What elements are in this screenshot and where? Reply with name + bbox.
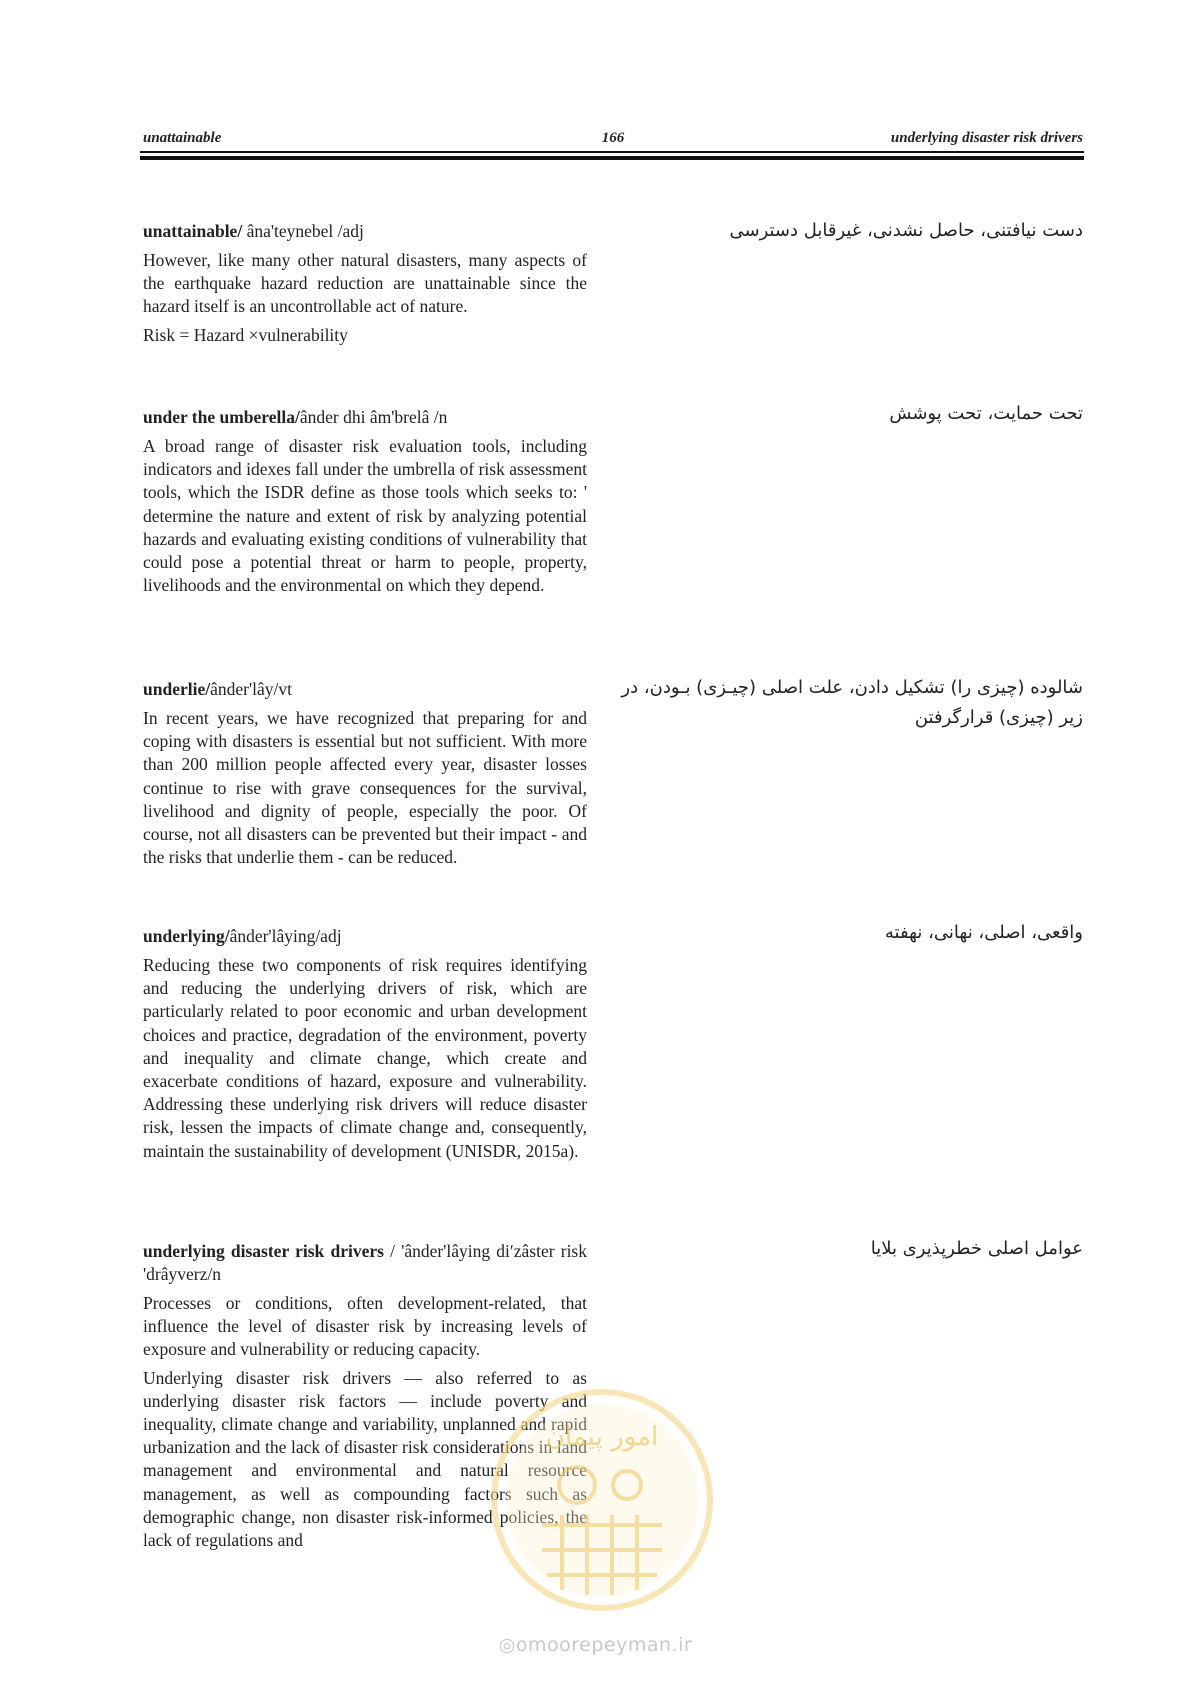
entry-term bbox=[143, 406, 587, 429]
pronunciation: ânder'lây/vt bbox=[210, 679, 292, 699]
header-right-guideword: underlying disaster risk drivers bbox=[890, 130, 1083, 146]
watermark-text: omoorepeyman.ir bbox=[515, 1634, 693, 1656]
persian-translation: تحت حمایت، تحت پوشش bbox=[889, 403, 1083, 424]
headword: underlie/ bbox=[143, 679, 211, 699]
dictionary-entry bbox=[143, 406, 587, 597]
pronunciation: âna'teynebel /adj bbox=[242, 221, 364, 241]
headword: underlying/ bbox=[143, 926, 230, 946]
globe-icon: ◎ bbox=[498, 1634, 516, 1656]
entry-formula: Risk = Hazard ×vulnerability bbox=[143, 324, 348, 345]
entry-term bbox=[143, 678, 587, 701]
site-watermark bbox=[0, 1634, 1191, 1656]
dictionary-entry bbox=[143, 925, 587, 1163]
dictionary-entry bbox=[143, 220, 587, 347]
dictionary-entry bbox=[143, 678, 587, 869]
stamp-text: امور پیمان bbox=[545, 1422, 659, 1452]
entry-definition: Processes or conditions, often development-related, that influence the level of disaster risk by increasing levels of exposure and vulnerability or reducing capacity. bbox=[143, 1293, 587, 1360]
persian-translation: واقعی، اصلی، نهانی، نهفته bbox=[884, 922, 1083, 943]
pronunciation: ânder'lâying/adj bbox=[229, 926, 342, 946]
running-header bbox=[143, 128, 1083, 152]
entry-definition: In recent years, we have recognized that preparing for and coping with disasters is essential but not sufficient. With more than 200 million people affected every year, disaster losses continue to rise with grave consequences for the survival, livelihood and dignity of people, especially the poor. Of course, not all disasters can be prevented but their impact - and the risks that underlie them - can be reduced. bbox=[143, 708, 587, 868]
entry-term bbox=[143, 220, 587, 243]
persian-translation: دست نیافتنی، حاصل نشدنی، غیرقابل دسترسی bbox=[729, 220, 1083, 241]
entry-extended-definition: Underlying disaster risk drivers — also referred to as underlying disaster risk factors — include poverty and inequality, climate change and variability, unplanned and rapid urbanization and the lack of disaster risk considerations in land management and environmental and natural resource management, as well as compounding factors such as demographic change, non disaster risk-informed policies, the lack of regulations and bbox=[143, 1367, 587, 1551]
persian-translation: شالوده (چیزی را) تشکیل دادن، علت اصلی (چیـزی) بـودن، در زیر (چیزی) قرارگرفتن bbox=[621, 677, 1083, 728]
headword: underlying disaster risk drivers bbox=[143, 1241, 384, 1261]
entry-term bbox=[143, 925, 587, 948]
entry-definition: However, like many other natural disasters, many aspects of the earthquake hazard reduction are unattainable since the hazard itself is an uncontrollable act of nature. bbox=[143, 250, 587, 317]
header-rule-thick bbox=[140, 156, 1084, 160]
headword: unattainable/ bbox=[143, 221, 243, 241]
entry-definition: A broad range of disaster risk evaluation tools, including indicators and idexes fall under the umbrella of risk assessment tools, which the ISDR define as those tools which seeks to: ' determine the nature and extent of risk by analyzing potential hazards and evaluating existing conditions of vulnerability that could pose a potential threat or harm to people, property, livelihoods and the environmental on which they depend. bbox=[143, 436, 587, 596]
publisher-stamp-logo bbox=[487, 1385, 717, 1615]
entry-term bbox=[143, 1240, 587, 1286]
header-left-guideword: unattainable bbox=[143, 130, 222, 146]
entry-definition: Reducing these two components of risk requires identifying and reducing the underlying drivers of risk, which are particularly related to poor economic and urban development choices and practice, degradation of the environment, poverty and inequality and climate change, which create and exacerbate conditions of hazard, exposure and vulnerability. Addressing these underlying risk drivers will reduce disaster risk, lessen the impacts of climate change and, consequently, maintain the sustainability of development (UNISDR, 2015a). bbox=[143, 955, 587, 1161]
header-rule-thin bbox=[140, 151, 1084, 153]
pronunciation: / 'ânder'lâying diʹzâster risk 'drâyverz/n bbox=[143, 1241, 587, 1284]
headword: under the umberella/ bbox=[143, 407, 300, 427]
persian-translation: عوامل اصلی خطرپذیری بلایا bbox=[870, 1238, 1083, 1259]
pronunciation: ânder dhi âm'brelâ /n bbox=[299, 407, 448, 427]
page-number: 166 bbox=[601, 130, 625, 146]
